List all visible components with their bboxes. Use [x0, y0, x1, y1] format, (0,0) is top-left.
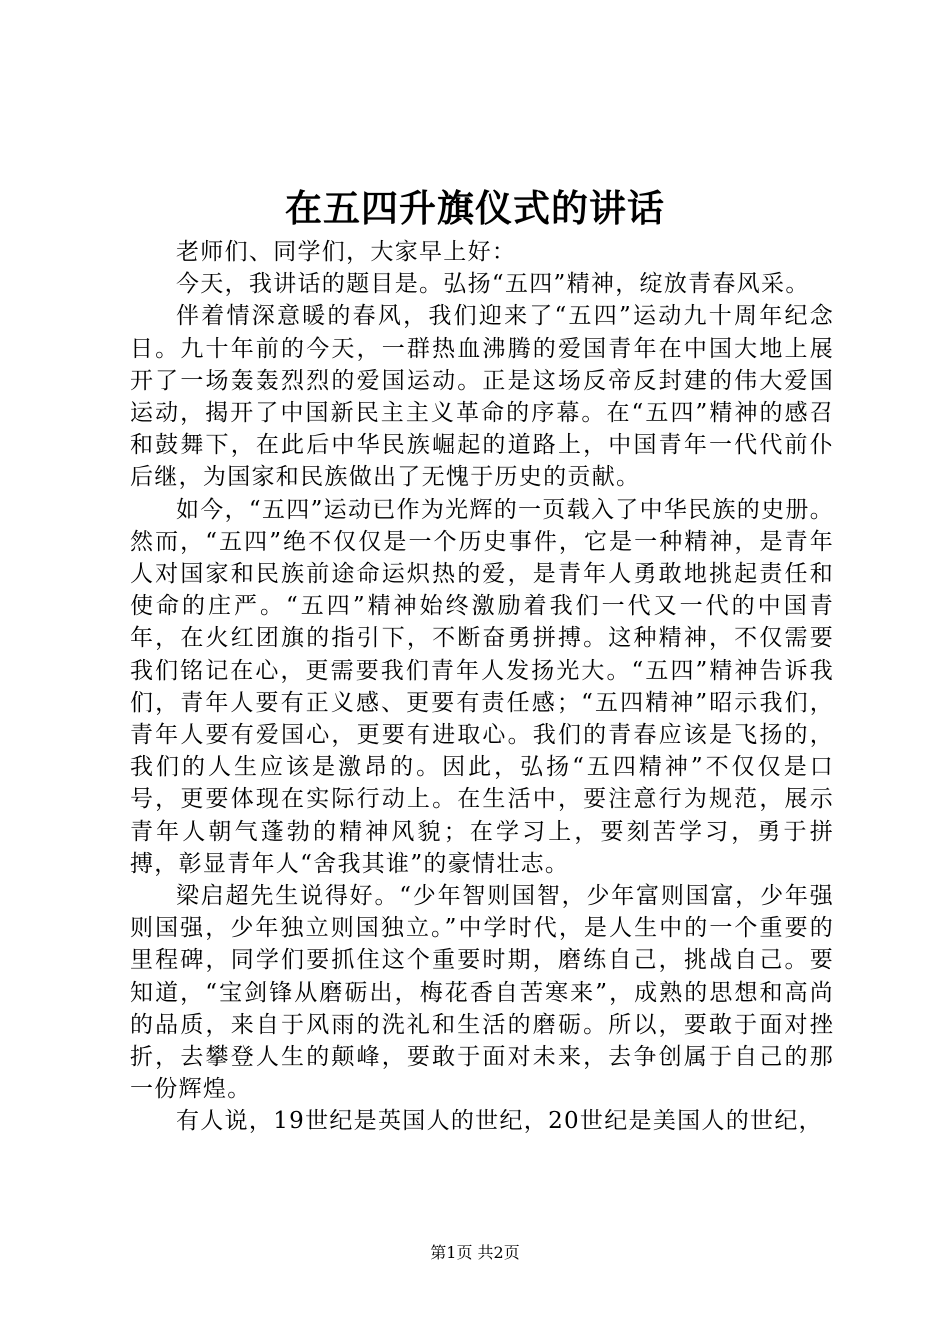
paragraph-greeting: 老师们、同学们，大家早上好：: [176, 239, 517, 265]
paragraph-topic: 今天，我讲话的题目是。弘扬“五四”精神，绽放青春风采。: [176, 271, 810, 298]
paragraph-anniversary: 伴着情深意暖的春风，我们迎来了“五四”运动九十周年纪念日。九十年前的今天，一群热血沸腾的爱国青年在中国大地上展开了一场轰轰烈烈的爱国运动。正是这场反帝反封建的伟大爱国运动，揭开了中国新民主主义革命的序幕。在“五四”精神的感召和鼓舞下，在此后中华民族崛起的道路上，中国青年一代代前仆后继，为国家和民族做出了无愧于历史的贡献。: [130, 303, 834, 491]
paragraph-century: 有人说，19世纪是英国人的世纪，20世纪是美国人的世纪，: [176, 1108, 823, 1135]
paragraph-liang-qichao: 梁启超先生说得好。“少年智则国智，少年富则国富，少年强则国强，少年独立则国独立。”中学时代，是人生中的一个重要的里程碑，同学们要抓住这个重要时期，磨练自己，挑战自己。要知道，“宝剑锋从磨砺出，梅花香自苦寒来”，成熟的思想和高尚的品质，来自于风雨的洗礼和生活的磨砺。所以，要敢于面对挫折，去攀登人生的颠峰，要敢于面对未来，去争创属于自己的那一份辉煌。: [130, 883, 834, 1103]
page-number-footer: 第1页 共2页: [430, 1243, 520, 1262]
document-title: 在五四升旗仪式的讲话: [285, 186, 665, 230]
document-body: [130, 236, 834, 1138]
paragraph-spirit: 如今，“五四”运动已作为光辉的一页载入了中华民族的史册。然而，“五四”绝不仅仅是一个历史事件，它是一种精神，是青年人对国家和民族前途命运炽热的爱，是青年人勇敢地挑起责任和使命的庄严。“五四”精神始终激励着我们一代又一代的中国青年，在火红团旗的指引下，不断奋勇拼搏。这种精神，不仅需要我们铭记在心，更需要我们青年人发扬光大。“五四”精神告诉我们，青年人要有正义感、更要有责任感；“五四精神”昭示我们，青年人要有爱国心，更要有进取心。我们的青春应该是飞扬的，我们的人生应该是激昂的。因此，弘扬“五四精神”不仅仅是口号，更要体现在实际行动上。在生活中，要注意行为规范，展示青年人朝气蓬勃的精神风貌；在学习上，要刻苦学习，勇于拼搏，彰显青年人“舍我其谁”的豪情壮志。: [130, 496, 834, 877]
